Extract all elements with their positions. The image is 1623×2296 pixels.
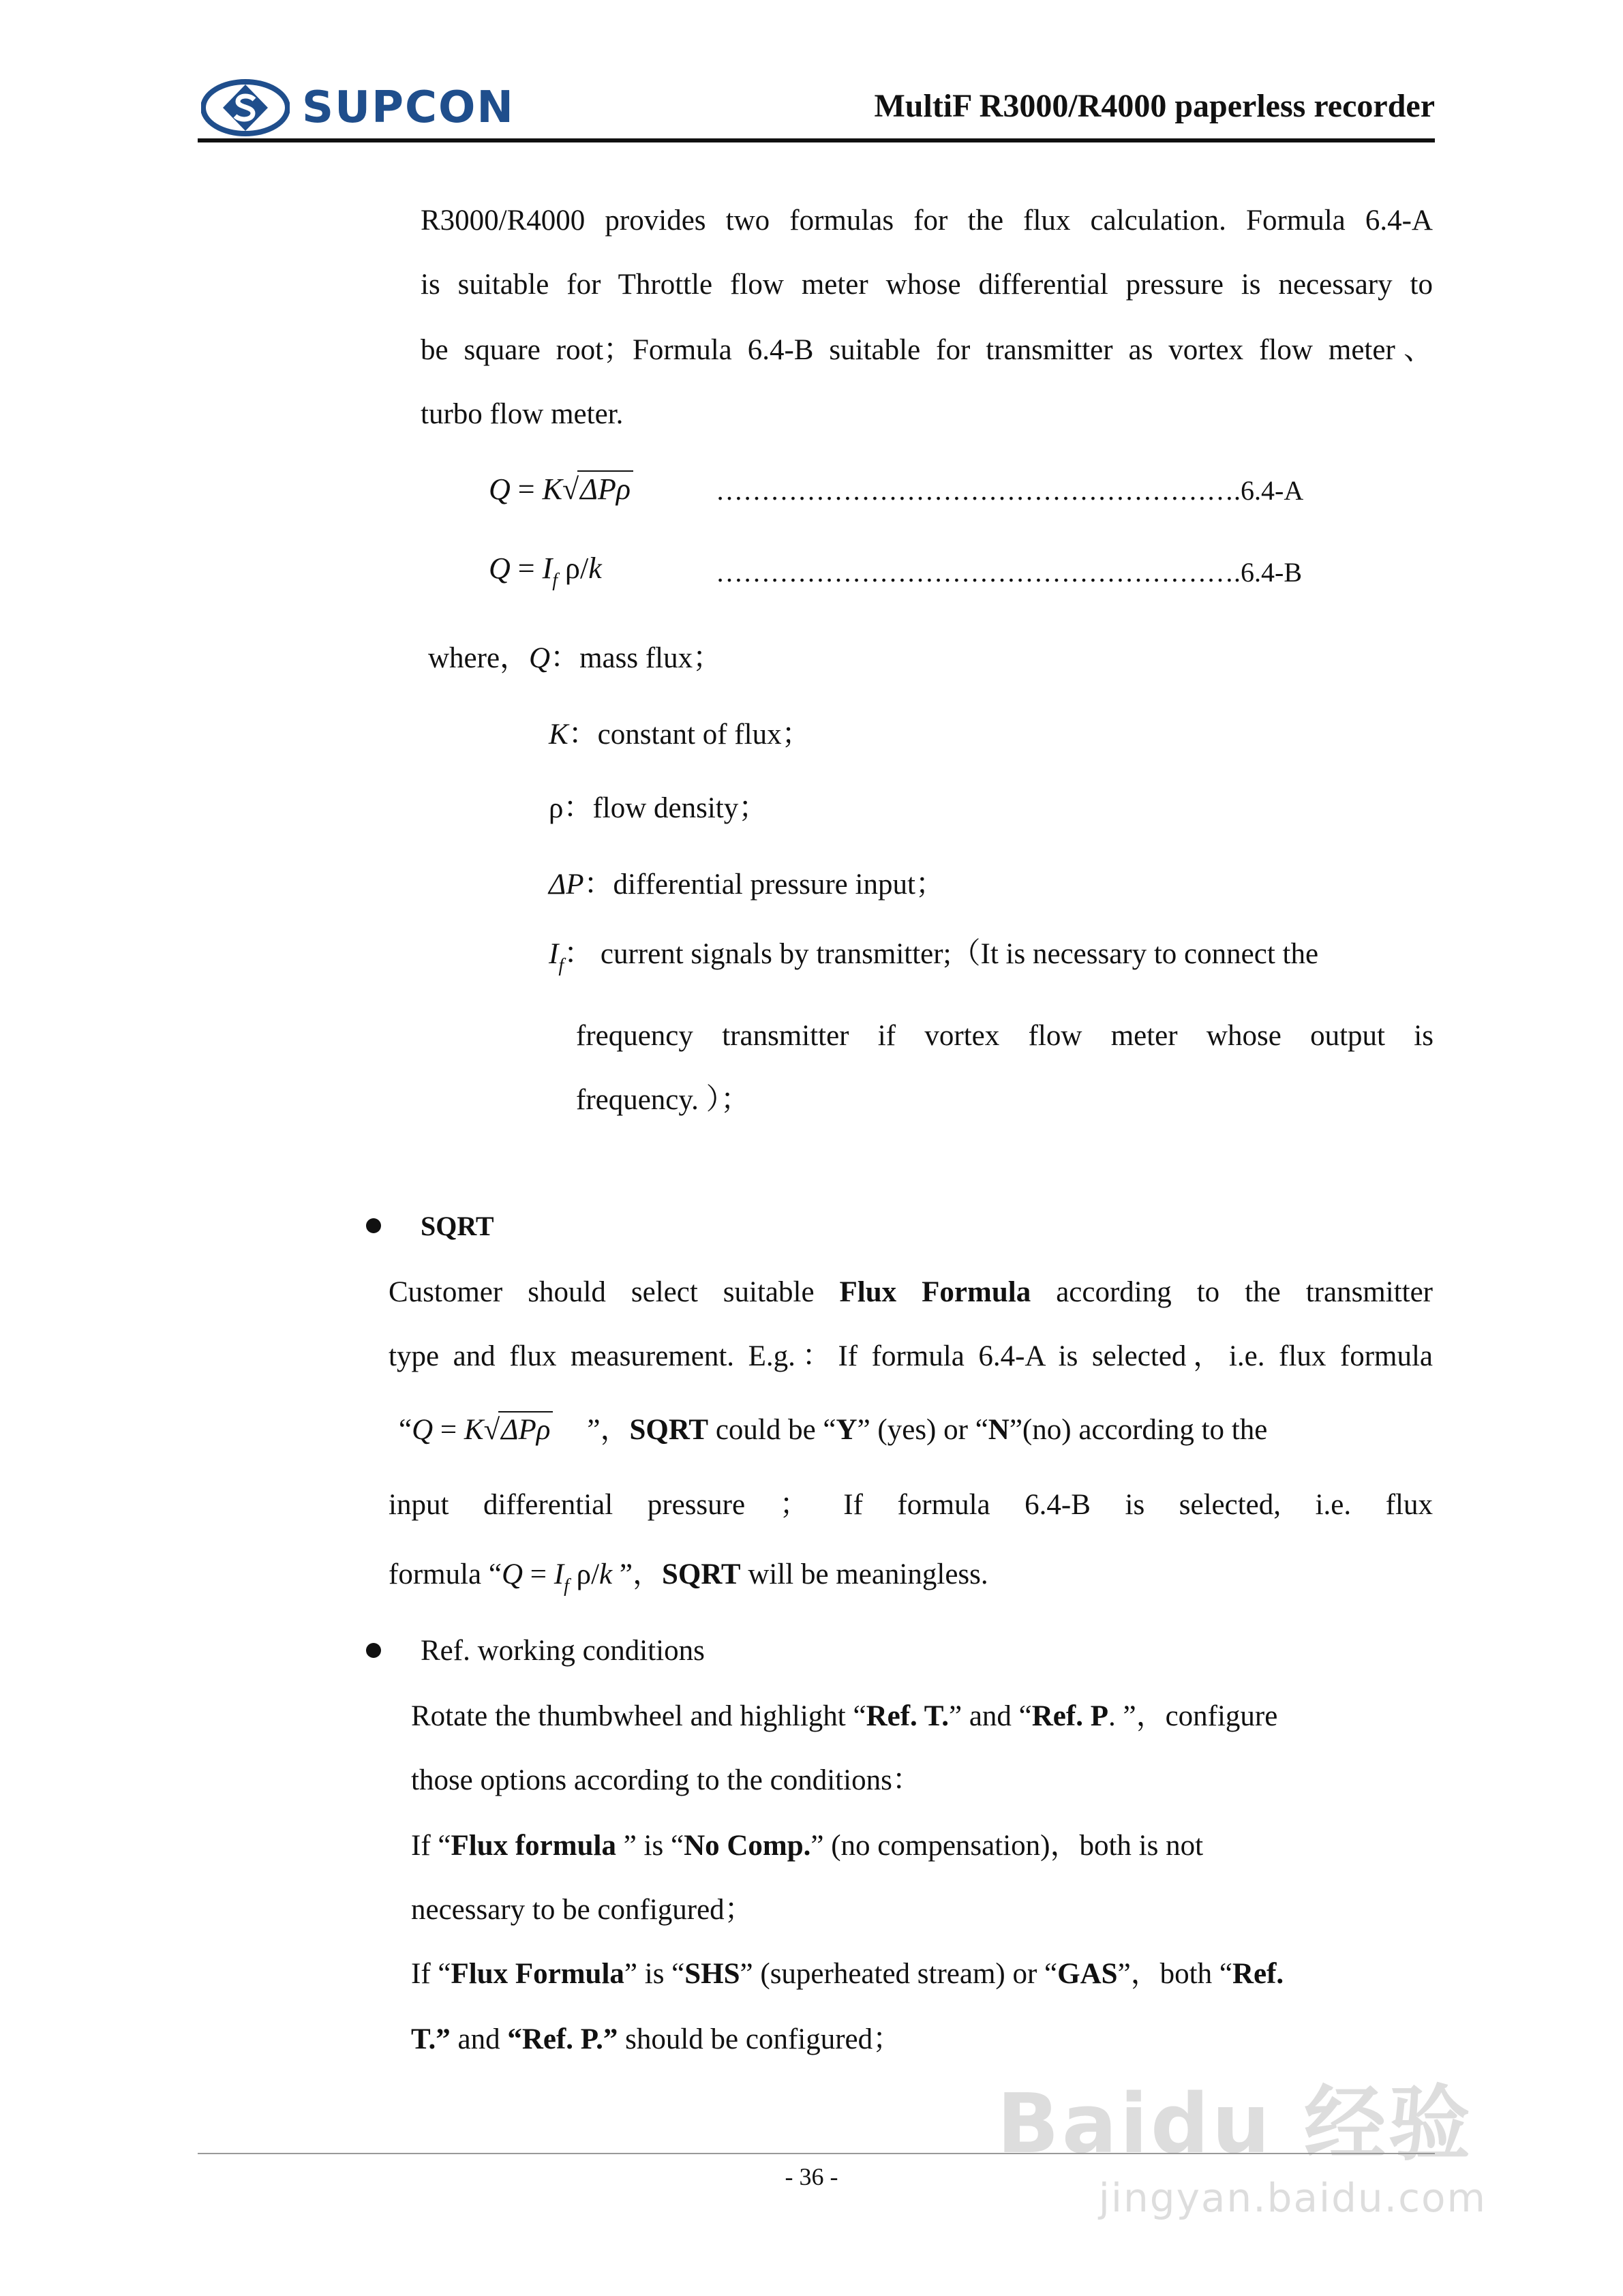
- formula-6-4-a: Q = K√ΔPρ: [489, 470, 633, 507]
- def-mass-flux: where，Q：mass flux；: [428, 642, 723, 674]
- sqrt-line-4: input differential pressure ； If formula 6.4-B is selected, i.e. flux: [389, 1489, 1433, 1521]
- bullet-sqrt: [366, 1218, 381, 1233]
- document-title: MultiF R3000/R4000 paperless recorder: [874, 88, 1435, 124]
- ref-line-3: If “Flux formula ” is “No Comp.” (no compensation)，both is not: [411, 1830, 1204, 1862]
- brand-logo: [201, 76, 515, 139]
- supcon-logo-icon: [201, 79, 290, 136]
- sqrt-heading: SQRT: [421, 1211, 494, 1241]
- sqrt-line-3: “Q = K√ΔPρ ”，SQRT could be “Y” (yes) or “N”(no) according to the: [399, 1411, 1267, 1448]
- def-current-signals-line-2: frequency transmitter if vortex flow meter whose output is: [576, 1020, 1434, 1052]
- intro-line-4: turbo flow meter.: [421, 398, 624, 430]
- ref-line-5: If “Flux Formula” is “SHS” (superheated stream) or “GAS”，both “Ref.: [411, 1958, 1284, 1990]
- ref-line-6: T.” and “Ref. P.” should be configured；: [411, 2023, 902, 2055]
- header-divider: [198, 138, 1435, 142]
- intro-line-2: is suitable for Throttle flow meter whose differential pressure is necessary to: [421, 269, 1433, 301]
- def-current-signals-line-3: frequency. ）；: [576, 1084, 750, 1116]
- ref-heading: Ref. working conditions: [421, 1635, 705, 1667]
- def-differential-pressure: ΔP：differential pressure input；: [549, 868, 945, 901]
- sqrt-line-1: Customer should select suitable Flux Formula according to the transmitter: [389, 1276, 1433, 1308]
- ref-line-4: necessary to be configured；: [411, 1894, 754, 1926]
- formula-6-4-a-label: ………………………………………………….6.4-A: [716, 475, 1304, 506]
- baidu-watermark: Baidu 经验: [997, 2077, 1473, 2172]
- def-constant-of-flux: K：constant of flux；: [549, 719, 811, 751]
- page-number: - 36 -: [785, 2163, 838, 2190]
- brand-name: SUPCON: [302, 82, 515, 133]
- formula-6-4-b: $Q = I_f$ ρ/k: [489, 552, 602, 591]
- def-flow-density: ρ：flow density；: [549, 792, 768, 824]
- ref-line-1: Rotate the thumbwheel and highlight “Ref. T.” and “Ref. P. ”，configure: [411, 1700, 1278, 1732]
- sqrt-line-2: type and flux measurement. E.g.：If formula 6.4-A is selected，i.e. flux formula: [389, 1340, 1433, 1372]
- ref-line-2: those options according to the conditions：: [411, 1764, 922, 1796]
- intro-line-1: R3000/R4000 provides two formulas for the flux calculation. Formula 6.4-A: [421, 205, 1433, 237]
- baidu-watermark-url: jingyan.baidu.com: [1098, 2175, 1487, 2221]
- intro-line-3: be square root；Formula 6.4-B suitable for transmitter as vortex flow meter、: [421, 334, 1433, 366]
- formula-6-4-b-label: ………………………………………………….6.4-B: [716, 557, 1302, 588]
- def-current-signals: $I_f$： current signals by transmitter;（It is necessary to connect the: [549, 938, 1319, 976]
- sqrt-line-5: formula “$Q = I_f$ ρ/k ”，SQRT will be meaningless.: [389, 1558, 988, 1597]
- bullet-ref-conditions: [366, 1643, 381, 1658]
